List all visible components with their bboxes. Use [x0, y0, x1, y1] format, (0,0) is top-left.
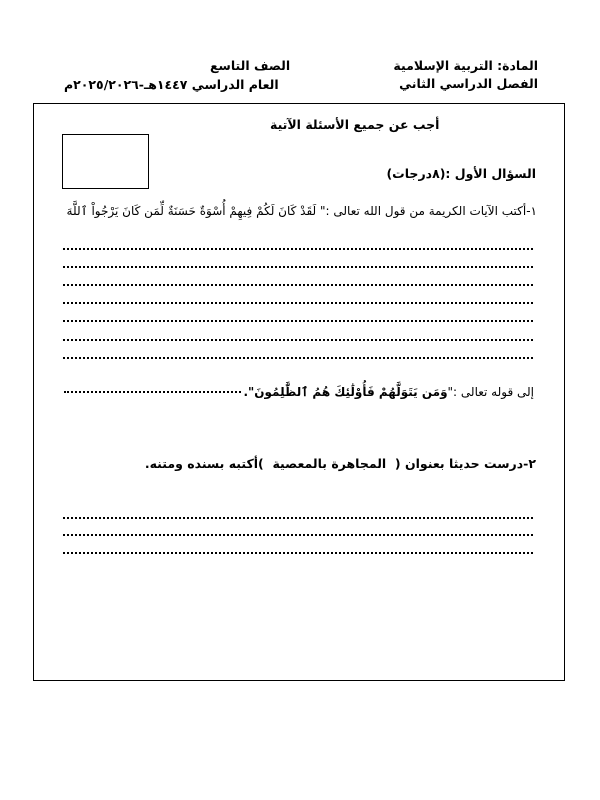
answer-line[interactable]	[63, 357, 533, 359]
question-1-ending	[62, 385, 534, 399]
academic-year-label: العام الدراسي ١٤٤٧هـ-٢٠٢٥/٢٠٢٦م	[64, 77, 279, 92]
grade-label: الصف التاسع	[210, 58, 291, 73]
answer-line[interactable]	[63, 517, 533, 519]
answer-line[interactable]	[63, 248, 533, 250]
answer-line[interactable]	[63, 302, 533, 304]
question-2-prompt: ٢-درست حديثا بعنوان ( المجاهرة بالمعصية )أكتبه بسنده ومتنه.	[144, 456, 536, 471]
question-1-end-verse: وَمَن يَتَوَلَّهُمْ فَأُوْلَٰئِكَ هُمُ ٱلظَّٰلِمُونَ".	[243, 385, 448, 399]
question-1-prompt: ١-أكتب الآيات الكريمة من قول الله تعالى :" لَقَدْ كَانَ لَكُمْ فِيهِمْ أُسْوَةٌ حَسَنَةٌ لِّمَن كَانَ يَرْجُواْ ٱللَّهَ	[66, 204, 537, 218]
question-1-title: السؤال الأول :(٨درجات)	[386, 166, 536, 181]
answer-line[interactable]	[63, 552, 533, 554]
question-1-end-label: إلى قوله تعالى :"	[447, 385, 534, 399]
grade-box	[62, 134, 149, 189]
semester-label: الفصل الدراسي الثاني	[399, 76, 538, 91]
answer-line[interactable]	[63, 320, 533, 322]
answer-line[interactable]	[63, 266, 533, 268]
exam-instruction: أجب عن جميع الأسئلة الآتية	[270, 117, 440, 132]
answer-line[interactable]	[63, 284, 533, 286]
answer-line[interactable]	[63, 534, 533, 536]
answer-line[interactable]	[63, 339, 533, 341]
answer-line[interactable]	[64, 391, 241, 393]
subject-label: المادة: التربية الإسلامية	[393, 58, 538, 73]
